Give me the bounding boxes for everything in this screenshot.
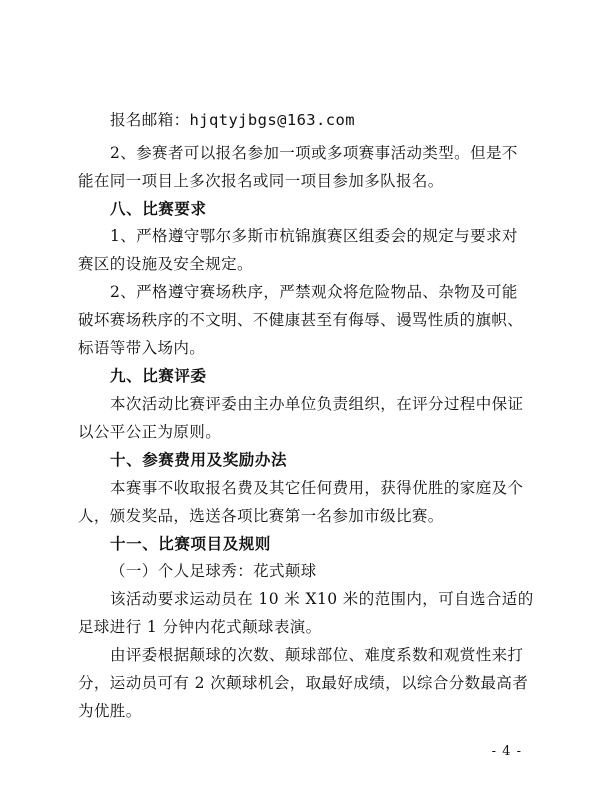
paragraph-line: 2、严格遵守赛场秩序，严禁观众将危险物品、杂物及可能 bbox=[110, 283, 518, 301]
paragraph-line: 能在同一项目上多次报名或同一项目参加多队报名。 bbox=[78, 172, 444, 190]
paragraph-line: 1、严格遵守鄂尔多斯市杭锦旗赛区组委会的规定与要求对 bbox=[110, 227, 518, 245]
section-heading-9: 九、比赛评委 bbox=[110, 367, 207, 385]
paragraph-line: 以公平公正为原则。 bbox=[78, 423, 222, 441]
email-label: 报名邮箱： bbox=[110, 111, 190, 129]
paragraph-line: 分，运动员可有 2 次颠球机会，取最好成绩，以综合分数最高者 bbox=[78, 674, 529, 692]
paragraph-line: 本次活动比赛评委由主办单位负责组织，在评分过程中保证 bbox=[110, 395, 524, 413]
paragraph-line: 该活动要求运动员在 10 米 X10 米的范围内，可自选合适的 bbox=[110, 590, 534, 608]
paragraph-line: 破坏赛场秩序的不文明、不健康甚至有侮辱、谩骂性质的旗帜、 bbox=[78, 311, 524, 329]
section-heading-8: 八、比赛要求 bbox=[110, 200, 207, 218]
paragraph-line: 2、参赛者可以报名参加一项或多项赛事活动类型。但是不 bbox=[110, 144, 518, 162]
page-number: - 4 - bbox=[491, 744, 522, 759]
paragraph-line: 为优胜。 bbox=[78, 702, 142, 720]
section-heading-10: 十、参赛费用及奖励办法 bbox=[110, 451, 288, 469]
subsection-heading: （一）个人足球秀：花式颠球 bbox=[110, 562, 317, 580]
email-line bbox=[110, 110, 550, 130]
paragraph-line: 赛区的设施及安全规定。 bbox=[78, 255, 253, 273]
paragraph-line: 人，颁发奖品，选送各项比赛第一名参加市级比赛。 bbox=[78, 507, 444, 525]
paragraph-line: 本赛事不收取报名费及其它任何费用，获得优胜的家庭及个 bbox=[110, 479, 524, 497]
paragraph-line: 由评委根据颠球的次数、颠球部位、难度系数和观赏性来打 bbox=[110, 646, 524, 664]
paragraph-line: 足球进行 1 分钟内花式颠球表演。 bbox=[78, 618, 322, 636]
paragraph-line: 标语等带入场内。 bbox=[78, 339, 206, 357]
email-address: hjqtyjbgs@163.com bbox=[189, 111, 355, 129]
section-heading-11: 十一、比赛项目及规则 bbox=[110, 535, 272, 553]
